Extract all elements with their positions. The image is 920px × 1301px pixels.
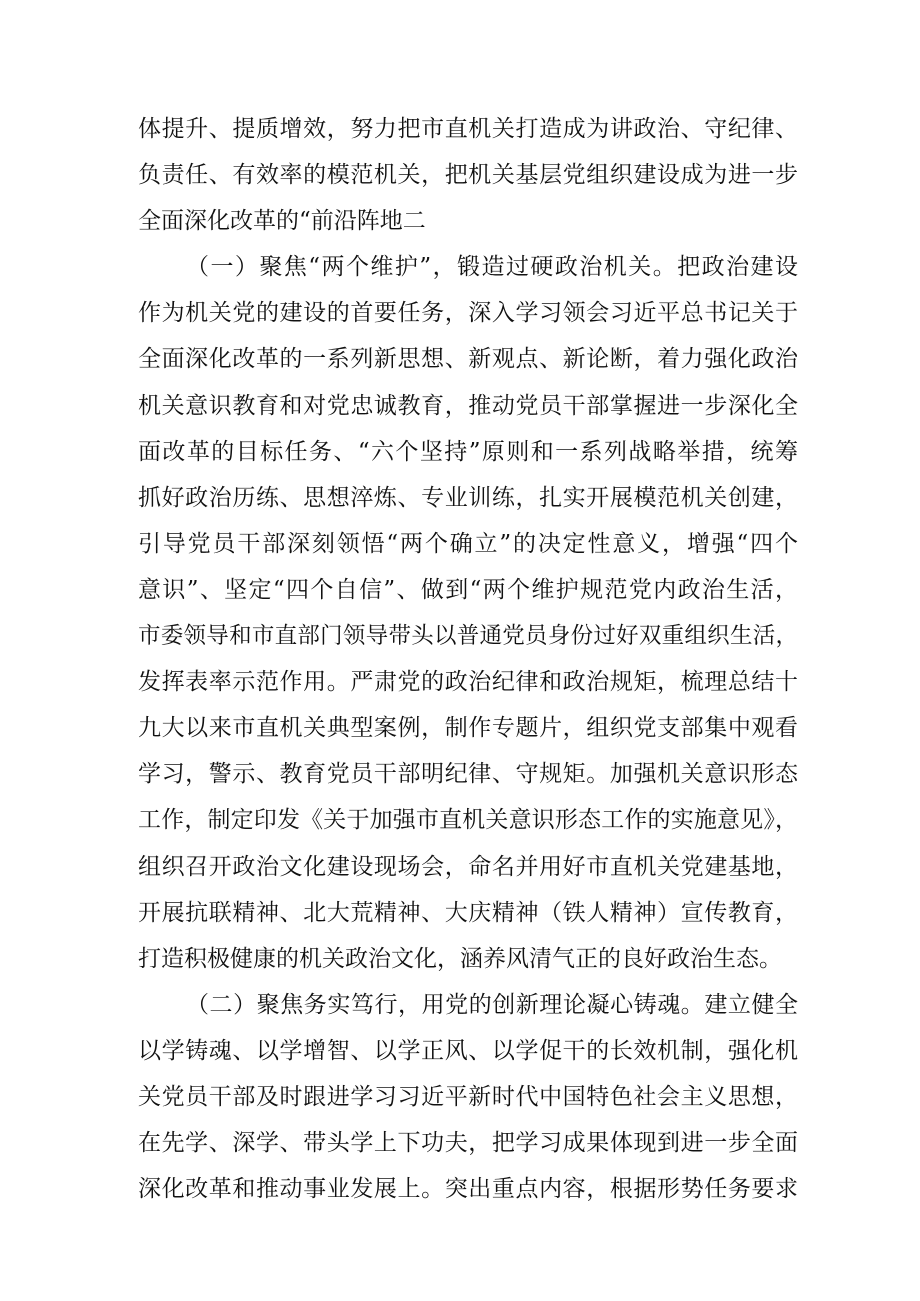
text-line: 负责任、有效率的模范机关，把机关基层党组织建设成为进一步 — [138, 162, 798, 189]
text-line: 意识”、坚定“四个自信”、做到“两个维护规范党内政治生活， — [138, 576, 798, 603]
text-line: 开展抗联精神、北大荒精神、大庆精神（铁人精神）宣传教育， — [138, 899, 798, 926]
text-line: 组织召开政治文化建设现场会，命名并用好市直机关党建基地， — [138, 853, 798, 880]
text-line: 在先学、深学、带头学上下功夫，把学习成果体现到进一步全面 — [138, 1130, 798, 1157]
text-line: 以学铸魂、以学增智、以学正风、以学促干的长效机制，强化机 — [138, 1037, 798, 1064]
text-line: 面改革的目标任务、“六个坚持”原则和一系列战略举措，统筹 — [138, 438, 798, 465]
text-line: 机关意识教育和对党忠诚教育，推动党员干部掌握进一步深化全 — [138, 392, 798, 419]
text-line: 打造积极健康的机关政治文化，涵养风清气正的良好政治生态。 — [138, 945, 782, 972]
text-line: 作为机关党的建设的首要任务，深入学习领会习近平总书记关于 — [138, 300, 798, 327]
text-line: 学习，警示、教育党员干部明纪律、守规矩。加强机关意识形态 — [138, 761, 798, 788]
text-line: 全面深化改革的一系列新思想、新观点、新论断，着力强化政治 — [138, 346, 798, 373]
text-line: 全面深化改革的“前沿阵地二 — [138, 208, 426, 235]
text-line: 体提升、提质增效，努力把市直机关打造成为讲政治、守纪律、 — [138, 116, 798, 142]
text-line: 市委领导和市直部门领导带头以普通党员身份过好双重组织生活， — [138, 623, 798, 650]
text-line: 工作，制定印发《关于加强市直机关意识形态工作的实施意见》， — [138, 807, 798, 834]
section-heading-line: （二）聚焦务实笃行，用党的创新理论凝心铸魂。建立健全 — [186, 991, 798, 1018]
text-line: 九大以来市直机关典型案例，制作专题片，组织党支部集中观看 — [138, 715, 798, 742]
document-body — [138, 106, 798, 1212]
section-heading-line: （一）聚焦“两个维护”，锻造过硬政治机关。把政治建设 — [186, 254, 798, 281]
text-line: 引导党员干部深刻领悟“两个确立”的决定性意义，增强“四个 — [138, 530, 798, 557]
text-line: 抓好政治历练、思想淬炼、专业训练，扎实开展模范机关创建， — [138, 484, 798, 511]
text-line: 发挥表率示范作用。严肃党的政治纪律和政治规矩，梳理总结十 — [138, 669, 798, 696]
text-line: 深化改革和推动事业发展上。突出重点内容，根据形势任务要求 — [138, 1176, 798, 1203]
text-line: 关党员干部及时跟进学习习近平新时代中国特色社会主义思想， — [138, 1083, 798, 1110]
